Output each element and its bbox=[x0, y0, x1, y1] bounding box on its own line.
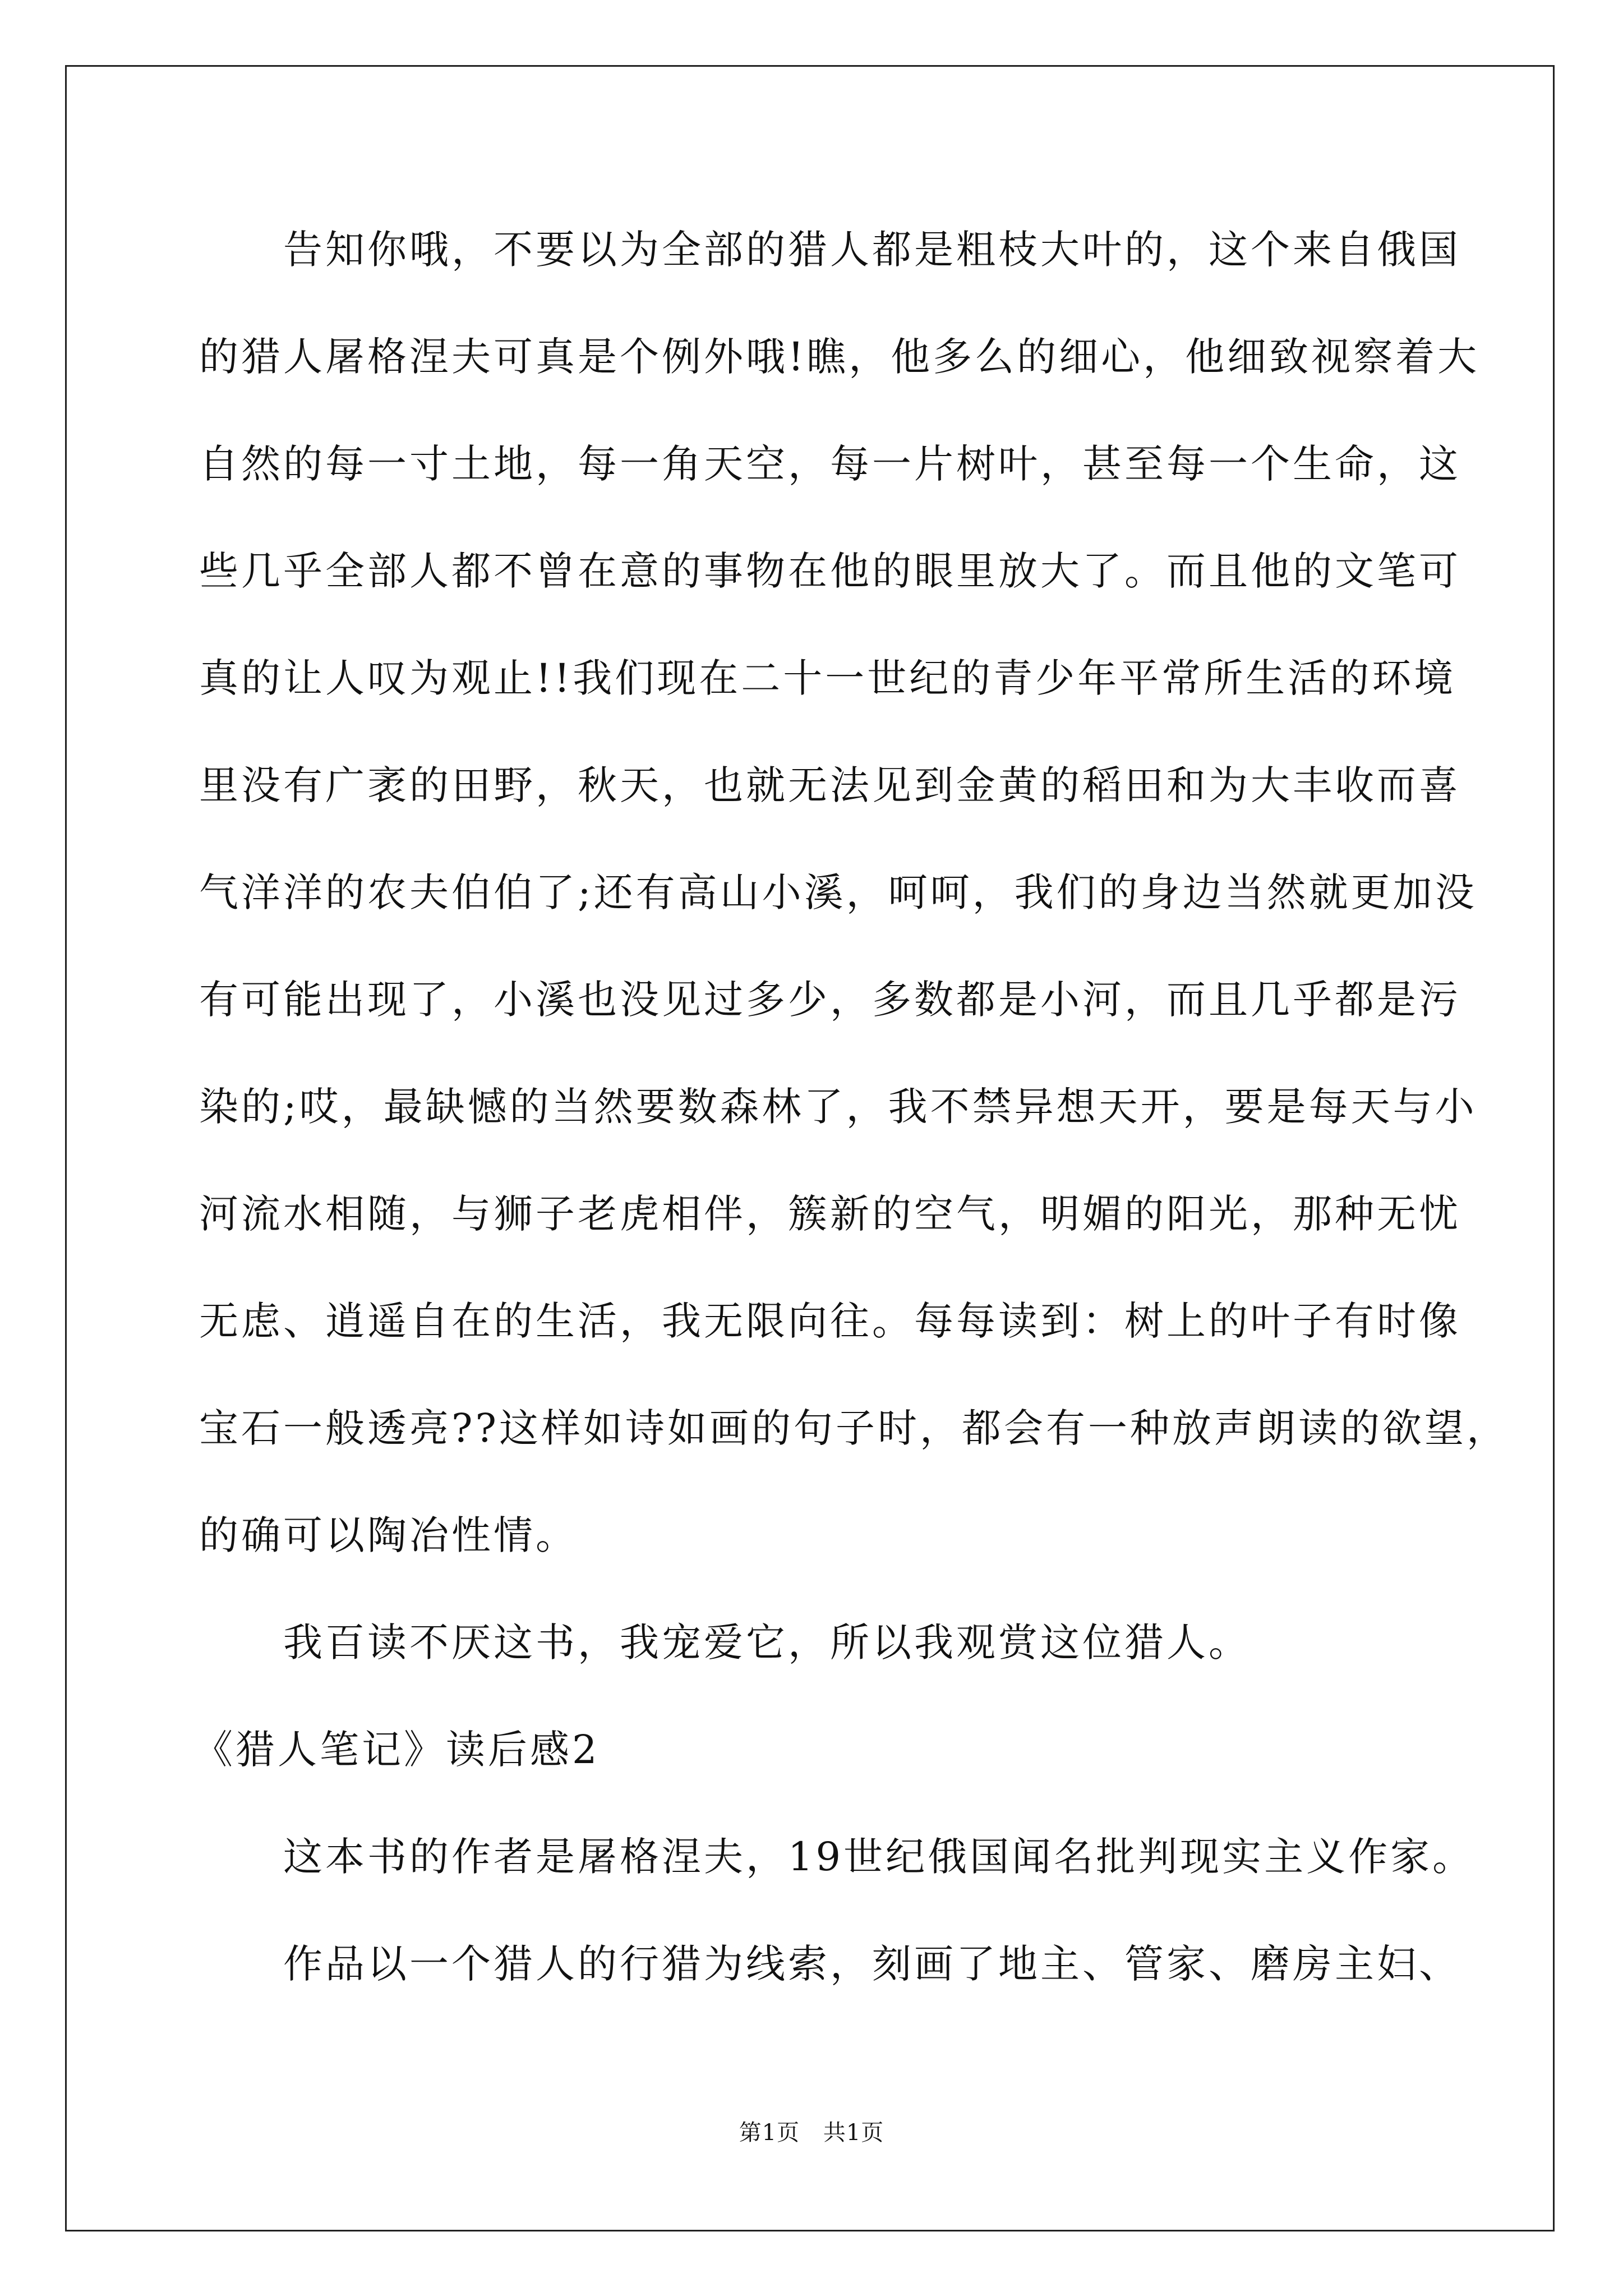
paragraph-line: 真的让人叹为观止!!我们现在二十一世纪的青少年平常所生活的环境 bbox=[199, 655, 1456, 701]
paragraph-line: 自然的每一寸土地，每一角天空，每一片树叶，甚至每一个生命，这 bbox=[199, 441, 1461, 487]
paragraph-line: 染的;哎，最缺憾的当然要数森林了，我不禁异想天开，要是每天与小 bbox=[199, 1084, 1477, 1130]
paragraph-line: 无虑、逍遥自在的生活，我无限向往。每每读到：树上的叶子有时像 bbox=[199, 1298, 1461, 1344]
paragraph-line: 作品以一个猎人的行猎为线索，刻画了地主、管家、磨房主妇、 bbox=[283, 1941, 1461, 1987]
paragraph-line: 告知你哦，不要以为全部的猎人都是粗枝大叶的，这个来自俄国 bbox=[283, 227, 1461, 273]
paragraph-line: 有可能出现了，小溪也没见过多少，多数都是小河，而且几乎都是污 bbox=[199, 977, 1461, 1023]
paragraph-line: 的确可以陶冶性情。 bbox=[199, 1512, 578, 1558]
page-number: 第1页 bbox=[739, 2120, 800, 2146]
section-title: 《猎人笔记》读后感2 bbox=[193, 1727, 600, 1773]
paragraph-line: 些几乎全部人都不曾在意的事物在他的眼里放大了。而且他的文笔可 bbox=[199, 548, 1461, 594]
paragraph-line: 的猎人屠格涅夫可真是个例外哦!瞧，他多么的细心，他细致视察着大 bbox=[199, 334, 1480, 380]
paragraph-line: 气洋洋的农夫伯伯了;还有高山小溪，呵呵，我们的身边当然就更加没 bbox=[199, 869, 1477, 915]
page-footer bbox=[0, 2116, 1623, 2150]
paragraph-line: 这本书的作者是屠格涅夫，19世纪俄国闻名批判现实主义作家。 bbox=[283, 1834, 1475, 1880]
paragraph-line: 宝石一般透亮??这样如诗如画的句子时，都会有一种放声朗读的欲望， bbox=[199, 1405, 1509, 1451]
page-total: 共1页 bbox=[823, 2120, 884, 2146]
paragraph-line: 我百读不厌这书，我宠爱它，所以我观赏这位猎人。 bbox=[283, 1619, 1251, 1665]
paragraph-line: 河流水相随，与狮子老虎相伴，簇新的空气，明媚的阳光，那种无忧 bbox=[199, 1191, 1461, 1237]
paragraph-line: 里没有广袤的田野，秋天，也就无法见到金黄的稻田和为大丰收而喜 bbox=[199, 762, 1461, 808]
